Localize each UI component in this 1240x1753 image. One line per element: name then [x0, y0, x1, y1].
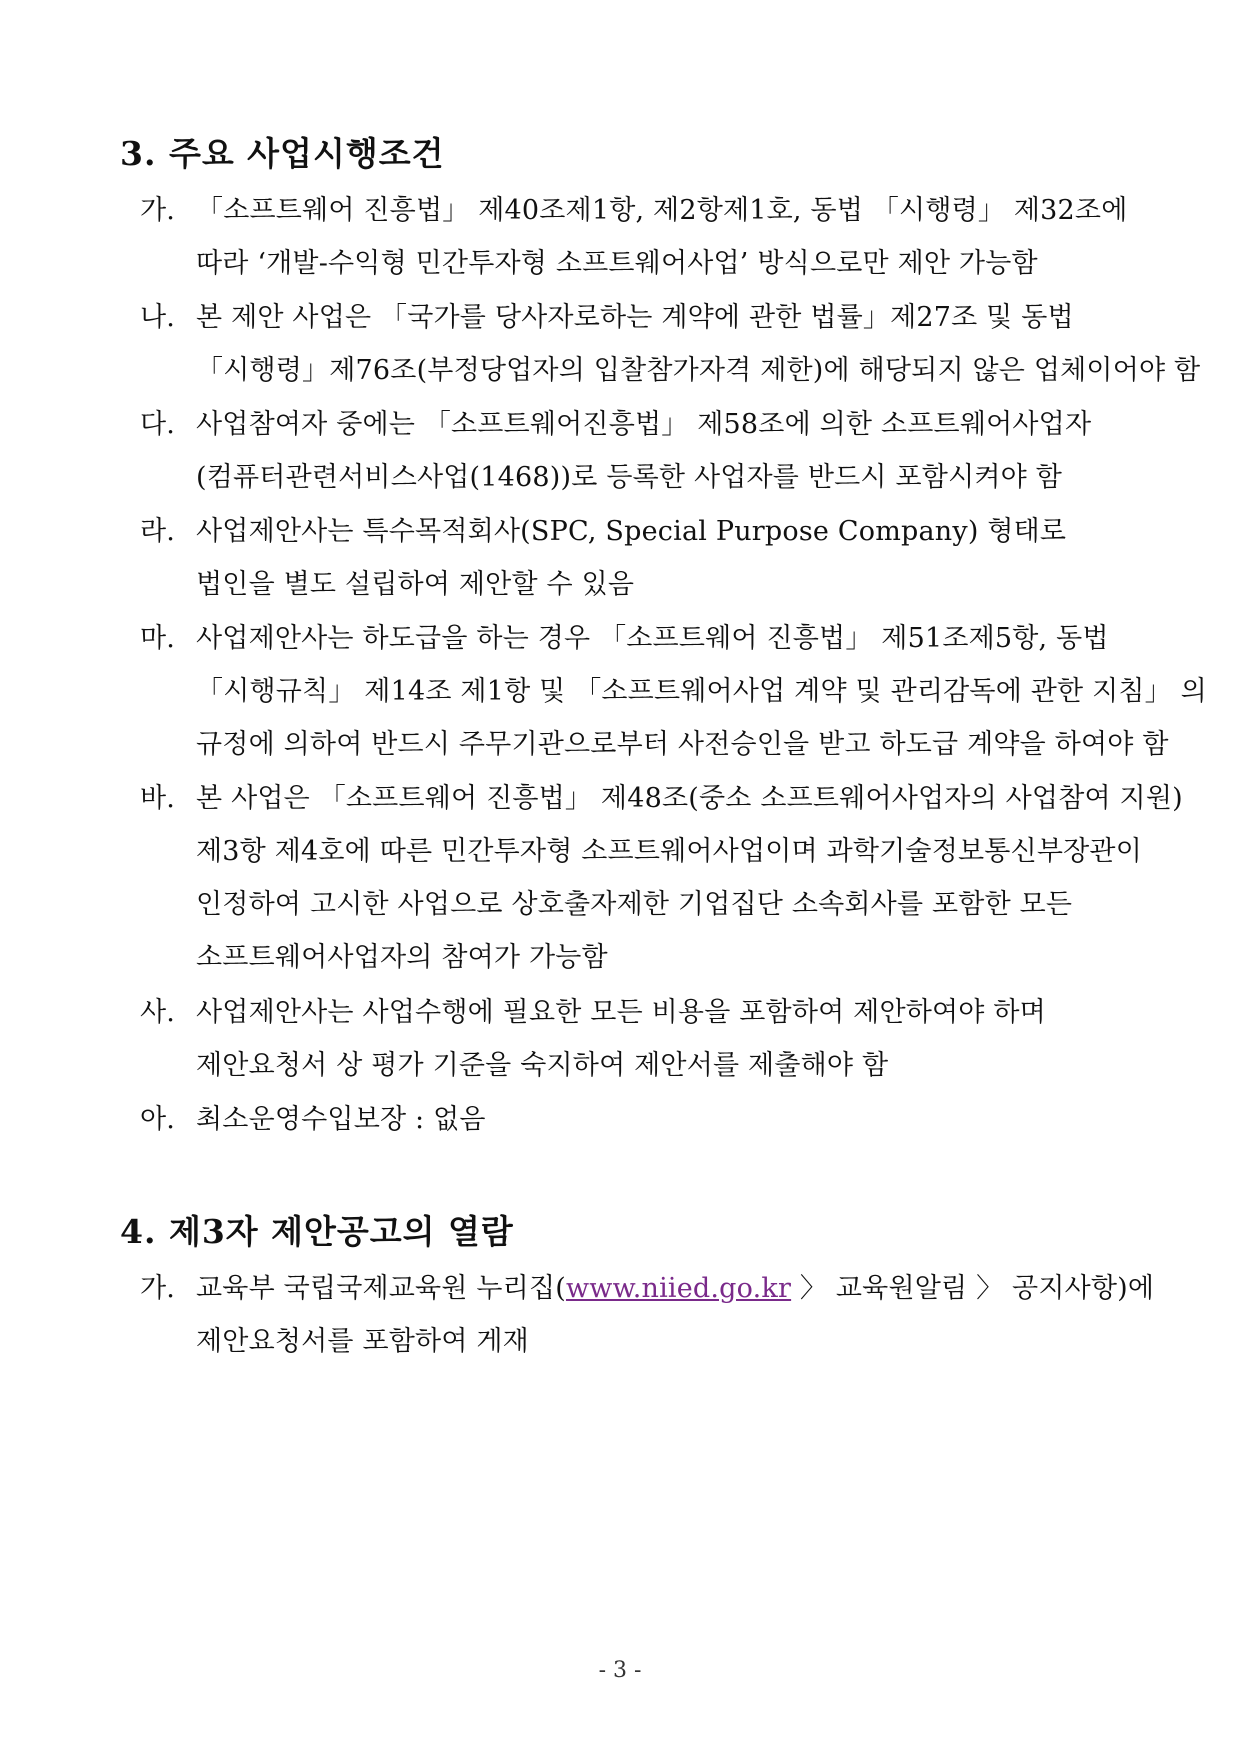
- item-text: 제3항 제4호에 따른 민간투자형 소프트웨어사업이며 과학기술정보통신부장관이: [196, 836, 1142, 867]
- item-marker: 바.: [140, 783, 176, 814]
- item-text: 제안요청서 상 평가 기준을 숙지하여 제안서를 제출해야 함: [196, 1050, 889, 1081]
- item-text: 사업제안사는 사업수행에 필요한 모든 비용을 포함하여 제안하여야 하며: [196, 997, 1046, 1028]
- item-marker: 나.: [140, 302, 176, 333]
- page-number: - 3 -: [598, 1658, 642, 1683]
- item-text: 규정에 의하여 반드시 주무기관으로부터 사전승인을 받고 하도급 계약을 하여야 함: [196, 729, 1169, 760]
- item-text: 소프트웨어사업자의 참여가 가능함: [196, 942, 608, 973]
- item-text: 사업참여자 중에는 「소프트웨어진흥법」 제58조에 의한 소프트웨어사업자: [196, 409, 1092, 440]
- item-text: 사업제안사는 특수목적회사(SPC, Special Purpose Company) 형태로: [196, 516, 1067, 547]
- item-text: 제안요청서를 포함하여 게재: [196, 1326, 529, 1357]
- section-title-4: 4. 제3자 제안공고의 열람: [120, 1212, 514, 1251]
- item-marker: 다.: [140, 409, 176, 440]
- item-marker: 가.: [140, 1273, 176, 1304]
- item-text: 「시행령」제76조(부정당업자의 입찰참가자격 제한)에 해당되지 않은 업체이어야 함: [196, 355, 1201, 386]
- item-text: (컴퓨터관련서비스사업(1468))로 등록한 사업자를 반드시 포함시켜야 함: [196, 462, 1062, 493]
- item-text: 따라 ‘개발-수익형 민간투자형 소프트웨어사업’ 방식으로만 제안 가능함: [196, 248, 1038, 279]
- item-text: 사업제안사는 하도급을 하는 경우 「소프트웨어 진흥법」 제51조제5항, 동법: [196, 623, 1109, 654]
- item-text: 「소프트웨어 진흥법」 제40조제1항, 제2항제1호, 동법 「시행령」 제32조에: [196, 195, 1128, 226]
- section-title-3: 3. 주요 사업시행조건: [120, 134, 445, 173]
- item-text: 「시행규칙」 제14조 제1항 및 「소프트웨어사업 계약 및 관리감독에 관한 지침」 의: [196, 676, 1207, 707]
- item-text: 법인을 별도 설립하여 제안할 수 있음: [196, 569, 635, 600]
- item-text: 최소운영수입보장 : 없음: [196, 1104, 486, 1135]
- item-text: 인정하여 고시한 사업으로 상호출자제한 기업집단 소속회사를 포함한 모든: [196, 889, 1073, 920]
- item-text: 본 사업은 「소프트웨어 진흥법」 제48조(중소 소프트웨어사업자의 사업참여 지원): [196, 783, 1183, 814]
- item-marker: 사.: [140, 997, 176, 1028]
- item-text: 〉 교육원알림 〉 공지사항)에: [791, 1273, 1155, 1304]
- item-marker: 라.: [140, 516, 176, 547]
- niied-website-link[interactable]: www.niied.go.kr: [565, 1273, 792, 1304]
- item-marker: 마.: [140, 623, 176, 654]
- item-text: 본 제안 사업은 「국가를 당사자로하는 계약에 관한 법률」제27조 및 동법: [196, 302, 1074, 333]
- item-marker: 가.: [140, 195, 176, 226]
- item-text: 교육부 국립국제교육원 누리집(: [196, 1273, 566, 1304]
- item-marker: 아.: [140, 1104, 176, 1135]
